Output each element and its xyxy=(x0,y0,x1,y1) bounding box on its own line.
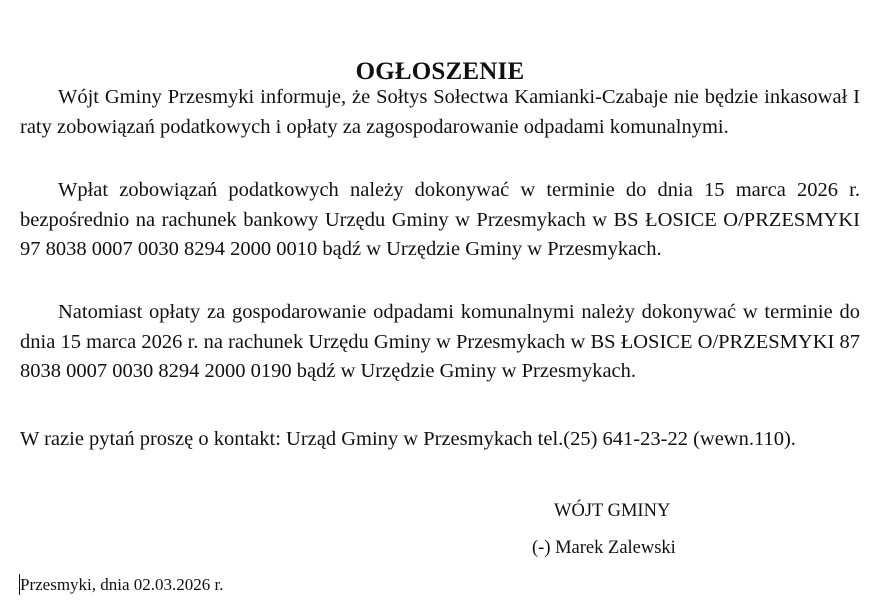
paragraph-tax-collection-notice: Wójt Gminy Przesmyki informuje, że Sołtys Sołectwa Kamianki-Czabaje nie będzie inkasował I raty zobowiązań podatkowych i opłaty za zagospodarowanie odpadami komunalnymi. xyxy=(20,86,860,138)
paragraph-tax-payment-details: Wpłat zobowiązań podatkowych należy dokonywać w terminie do dnia 15 marca 2026 r. bezpośrednio na rachunek bankowy Urzędu Gminy w Przesmykach w BS ŁOSICE O/PRZESMYKI 97 8038 0007 0030 8294 2000 0010 bądź w Urzędzie Gminy w Przesmykach. xyxy=(20,179,860,260)
announcement-document xyxy=(20,0,860,615)
paragraph-waste-fee-payment-details: Natomiast opłaty za gospodarowanie odpadami komunalnymi należy dokonywać w terminie do dnia 15 marca 2026 r. na rachunek Urzędu Gminy w Przesmykach w BS ŁOSICE O/PRZESMYKI 87 8038 0007 0030 8294 2000 0190 bądź w Urzędzie Gminy w Przesmykach. xyxy=(20,301,860,382)
signature-title: WÓJT GMINY xyxy=(554,501,671,521)
signature-name: (-) Marek Zalewski xyxy=(532,538,676,558)
place-and-date: Przesmyki, dnia 02.03.2026 r. xyxy=(20,575,224,594)
document-title: OGŁOSZENIE xyxy=(355,57,525,85)
paragraph-contact-information: W razie pytań proszę o kontakt: Urząd Gminy w Przesmykach tel.(25) 641-23-22 (wewn.110). xyxy=(20,428,796,450)
